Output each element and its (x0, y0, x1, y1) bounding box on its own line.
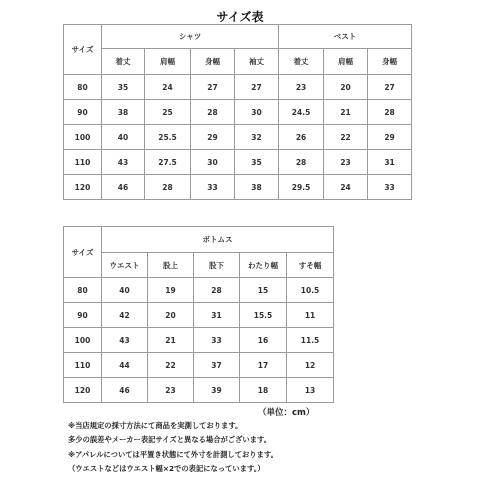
size-cell: 90 (64, 303, 102, 328)
table-cell: 38 (102, 100, 145, 125)
table-cell: 16 (240, 328, 287, 353)
table-cell: 33 (368, 175, 412, 200)
table-cell: 31 (194, 303, 240, 328)
table-cell: 37 (194, 353, 240, 378)
table-cell: 24 (145, 75, 191, 100)
group-header-shirt: シャツ (102, 25, 279, 49)
column-header: 着丈 (102, 49, 145, 75)
table-cell: 40 (102, 278, 148, 303)
size-cell: 110 (64, 353, 102, 378)
table-cell: 30 (235, 100, 279, 125)
table-cell: 13 (287, 378, 334, 403)
table-row (64, 75, 412, 100)
table-row (64, 303, 334, 328)
size-chart-title: サイズ表 (216, 10, 264, 24)
table-cell: 29 (191, 125, 235, 150)
note-line: （ウエストなどはウエスト幅×2での表記になっています。） (68, 463, 265, 473)
table-subheader-row (64, 49, 412, 75)
table-cell: 17 (240, 353, 287, 378)
column-header: 袖丈 (235, 49, 279, 75)
table-cell: 21 (324, 100, 368, 125)
column-header: 着丈 (279, 49, 324, 75)
table-cell: 42 (102, 303, 148, 328)
table-cell: 35 (102, 75, 145, 100)
size-cell: 90 (64, 100, 102, 125)
column-header: ウエスト (102, 253, 148, 278)
size-cell: 80 (64, 278, 102, 303)
table-cell: 43 (102, 328, 148, 353)
table-cell: 39 (194, 378, 240, 403)
table-cell: 20 (324, 75, 368, 100)
column-header: 股下 (194, 253, 240, 278)
table-cell: 46 (102, 175, 145, 200)
size-cell: 120 (64, 175, 102, 200)
table-cell: 33 (191, 175, 235, 200)
size-cell: 100 (64, 125, 102, 150)
column-header: すそ幅 (287, 253, 334, 278)
table-cell: 27 (368, 75, 412, 100)
table-cell: 12 (287, 353, 334, 378)
table-cell: 18 (240, 378, 287, 403)
table-cell: 33 (194, 328, 240, 353)
column-header: 肩幅 (324, 49, 368, 75)
table-cell: 21 (148, 328, 194, 353)
note-line: ※当店規定の採寸方法にて商品を実測しております。 (68, 421, 243, 430)
table-row (64, 150, 412, 175)
column-header: わたり幅 (240, 253, 287, 278)
table-cell: 40 (102, 125, 145, 150)
table-cell: 26 (279, 125, 324, 150)
size-cell: 100 (64, 328, 102, 353)
table-cell: 31 (368, 150, 412, 175)
notes-block (68, 419, 468, 476)
table-cell: 25.5 (145, 125, 191, 150)
table-subheader-row (64, 253, 334, 278)
table-row (64, 125, 412, 150)
table-row (64, 328, 334, 353)
table-cell: 30 (191, 150, 235, 175)
note-line: ※アパレルについては平置き状態にて外寸を計測しております。 (68, 449, 278, 459)
table-cell: 28 (194, 278, 240, 303)
table-cell: 35 (235, 150, 279, 175)
table-cell: 11 (287, 303, 334, 328)
table-cell: 27 (235, 75, 279, 100)
table-cell: 24 (324, 175, 368, 200)
column-header: 身幅 (368, 49, 412, 75)
table-cell: 24.5 (279, 100, 324, 125)
tops-size-table (63, 24, 412, 200)
size-cell: 80 (64, 75, 102, 100)
table-cell: 32 (235, 125, 279, 150)
table-cell: 15.5 (240, 303, 287, 328)
table-cell: 23 (279, 75, 324, 100)
table-cell: 10.5 (287, 278, 334, 303)
bottoms-size-table (63, 226, 334, 403)
table-cell: 38 (235, 175, 279, 200)
group-header-bottoms: ボトムス (102, 227, 334, 253)
size-cell: 120 (64, 378, 102, 403)
table-row (64, 100, 412, 125)
table-header-row (64, 25, 412, 49)
table-cell: 22 (324, 125, 368, 150)
table-cell: 28 (191, 100, 235, 125)
table-cell: 28 (368, 100, 412, 125)
table-cell: 22 (148, 353, 194, 378)
note-line: 多少の誤差やメーカー表記サイズと異なる場合がございます。 (68, 435, 271, 445)
column-header: 身幅 (191, 49, 235, 75)
table-row (64, 378, 334, 403)
size-cell: 110 (64, 150, 102, 175)
column-header: 肩幅 (145, 49, 191, 75)
table-cell: 28 (145, 175, 191, 200)
table-cell: 19 (148, 278, 194, 303)
table-cell: 11.5 (287, 328, 334, 353)
size-column-header: サイズ (64, 227, 102, 278)
table-cell: 27 (191, 75, 235, 100)
table-header-row (64, 227, 334, 253)
table-cell: 43 (102, 150, 145, 175)
table-cell: 44 (102, 353, 148, 378)
table-cell: 29 (368, 125, 412, 150)
table-cell: 25 (145, 100, 191, 125)
table-cell: 46 (102, 378, 148, 403)
unit-label: （単位：cm） (258, 408, 315, 418)
table-cell: 29.5 (279, 175, 324, 200)
table-cell: 15 (240, 278, 287, 303)
group-header-vest: ベスト (279, 25, 412, 49)
table-cell: 20 (148, 303, 194, 328)
size-column-header: サイズ (64, 25, 102, 75)
table-row (64, 278, 334, 303)
table-cell: 23 (148, 378, 194, 403)
table-row (64, 353, 334, 378)
column-header: 股上 (148, 253, 194, 278)
table-cell: 27.5 (145, 150, 191, 175)
table-row (64, 175, 412, 200)
table-cell: 28 (279, 150, 324, 175)
table-cell: 23 (324, 150, 368, 175)
